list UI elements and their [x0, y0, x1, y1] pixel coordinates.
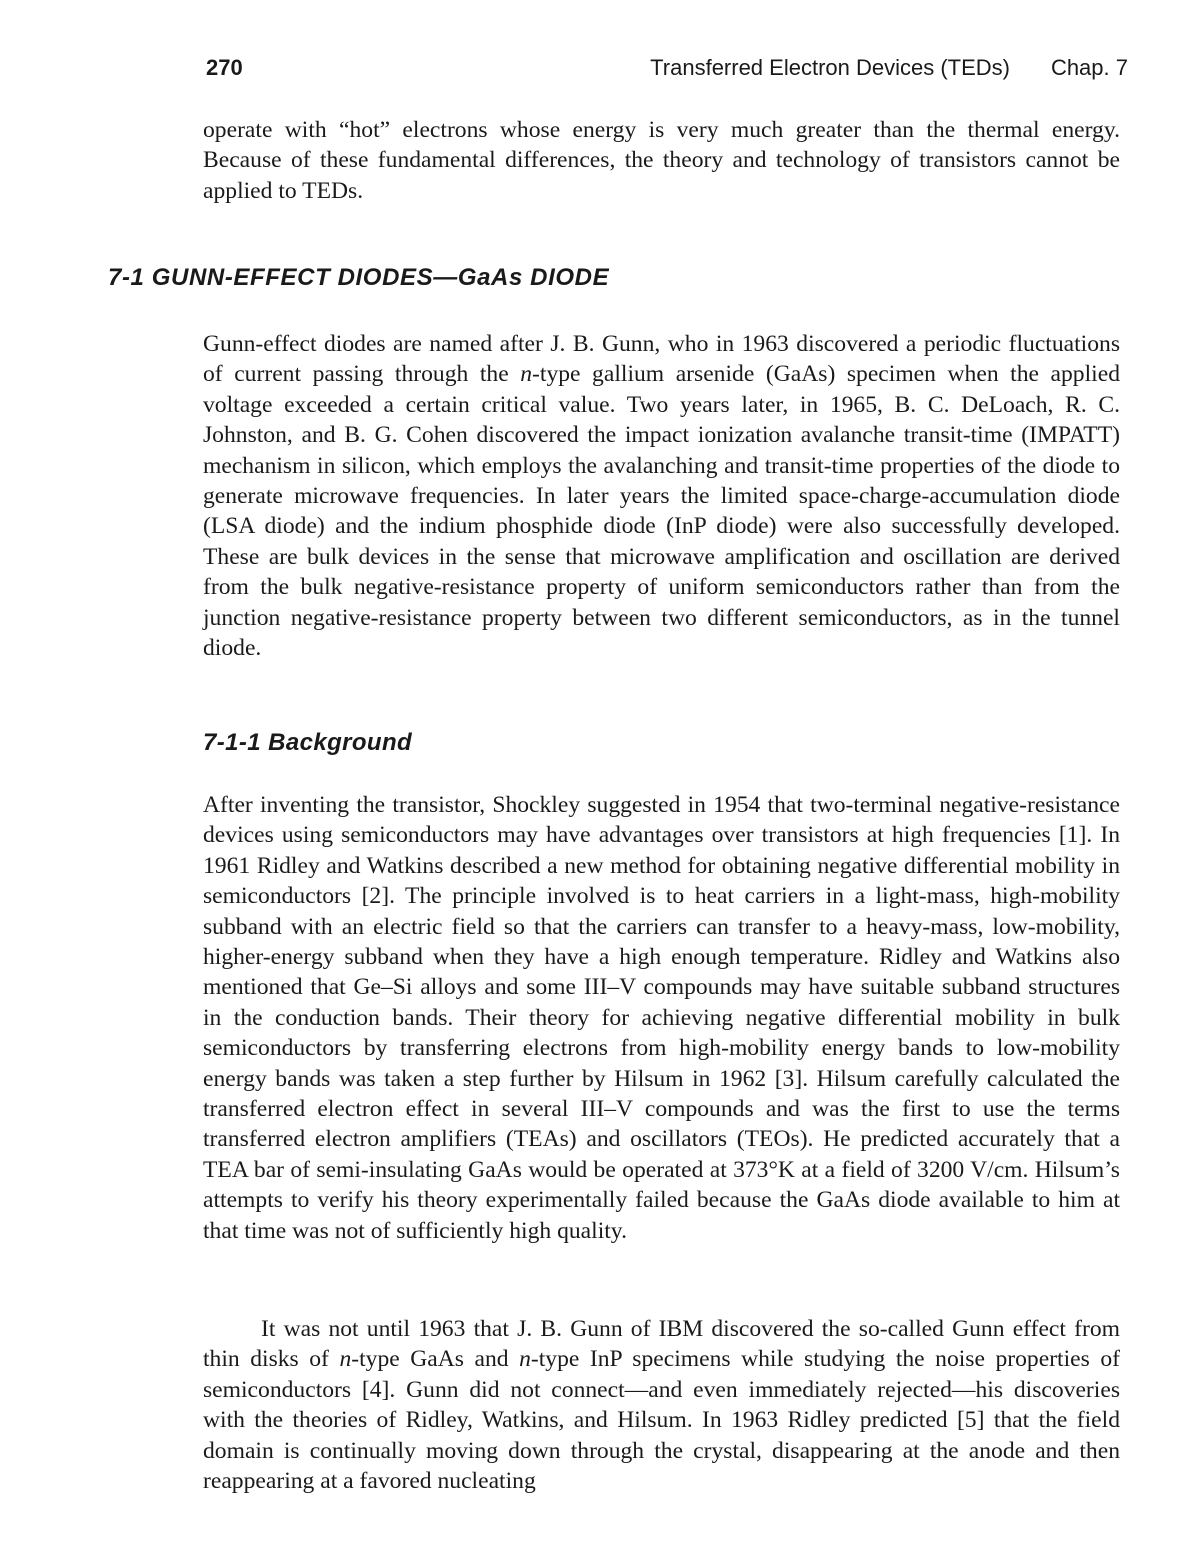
section-paragraph [203, 329, 1120, 663]
background-paragraph-1: After inventing the transistor, Shockley suggested in 1954 that two-terminal negative-resistance devices using semiconductors may have advantages over transistors at high frequencies [1]. In 1961 Ridley and Watkins described a new method for obtaining negative differential mobility in semiconductors [2]. The principle involved is to heat carriers in a light-mass, high-mobility subband with an electric field so that the carriers can transfer to a heavy-mass, low-mobility, higher-energy subband when they have a high enough temperature. Ridley and Watkins also mentioned that Ge–Si alloys and some III–V compounds may have suitable subband structures in the conduction bands. Their theory for achieving negative differential mobility in bulk semiconductors by transferring electrons from high-mobility energy bands to low-mobility energy bands was taken a step further by Hilsum in 1962 [3]. Hilsum carefully calculated the transferred electron effect in several III–V compounds and was the first to use the terms transferred electron amplifiers (TEAs) and oscillators (TEOs). He predicted accurately that a TEA bar of semi-insulating GaAs would be operated at 373°K at a field of 3200 V/cm. Hilsum’s attempts to verify his theory experimentally failed because the GaAs diode available to him at that time was not of sufficiently high quality. [203, 792, 1120, 1244]
intro-paragraph: operate with “hot” electrons whose energy is very much greater than the thermal energy. Because of these fundamental differences, the theory and technology of transistors cannot be applied to TEDs. [203, 117, 1120, 204]
text-run: -type InP specimens while studying the noise properties of semiconductors [4]. Gunn did not connect—and even immediately rejected—his discoveries with the theories of Ridley, Watkins, and Hilsum. In 1963 Ridley predicted [5] that the field domain is continually moving down through the crystal, disappearing at the anode and then reappearing at a favored nucleating [203, 1346, 1120, 1495]
background-paragraph-2 [203, 1314, 1120, 1496]
italic-variable: n [520, 361, 533, 388]
text-run: -type GaAs and [351, 1346, 520, 1373]
italic-variable: n [339, 1346, 352, 1373]
italic-variable: n [519, 1346, 531, 1373]
text-run: Gunn-effect diodes are named after J. B. Gunn, who in 1963 discovered a periodic fluctuations of current passing through the [203, 331, 1120, 388]
text-run: It was not until 1963 that J. B. Gunn of IBM discovered the so-called Gunn effect from thin disks of [203, 1316, 1120, 1373]
section-heading: 7-1 GUNN-EFFECT DIODES—GaAs DIODE [108, 264, 610, 291]
subsection-heading: 7-1-1 Background [203, 729, 413, 756]
text-run: -type gallium arsenide (GaAs) specimen when the applied voltage exceeded a certain critical value. Two years later, in 1965, B. C. DeLoach, R. C. Johnston, and B. G. Cohen discovered the impact ionization avalanche transit-time (IMPATT) mechanism in silicon, which employs the avalanching and transit-time properties of the diode to generate microwave frequencies. In later years the limited space-charge-accumulation diode (LSA diode) and the indium phosphide diode (InP diode) were also successfully developed. These are bulk devices in the sense that microwave amplification and oscillation are derived from the bulk negative-resistance property of uniform semiconductors rather than from the junction negative-resistance property between two different semiconductors, as in the tunnel diode. [203, 361, 1120, 662]
running-title: Transferred Electron Devices (TEDs) [650, 55, 1010, 80]
page-header [206, 50, 1128, 86]
chapter-label: Chap. 7 [1050, 55, 1128, 80]
page-number: 270 [206, 55, 243, 80]
